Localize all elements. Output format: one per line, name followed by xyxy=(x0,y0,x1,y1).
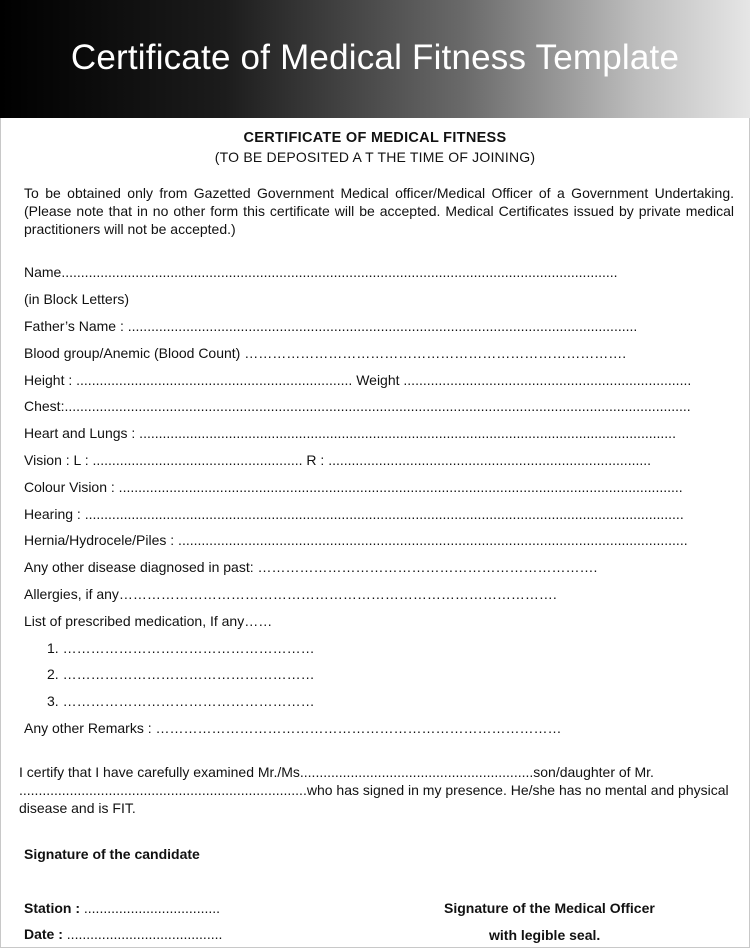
date-text: Date : xyxy=(24,926,63,942)
remarks-field: Any other Remarks : …………………………………………………………………………… xyxy=(24,720,562,736)
document-title: CERTIFICATE OF MEDICAL FITNESS xyxy=(243,130,507,146)
height-weight-field: Height : ....................................................................... Weight .......................................................................... xyxy=(24,372,692,388)
vision-field: Vision : L : ...................................................... R : ................................................................................... xyxy=(24,452,652,468)
banner-title: Certificate of Medical Fitness Template xyxy=(70,38,680,77)
hearing-field: Hearing : .......................................................................................................................................................... xyxy=(24,506,684,522)
chest-field: Chest:................................................................................................................................................................. xyxy=(24,398,691,414)
blood-group-field: Blood group/Anemic (Blood Count) ………………………………………………………………………. xyxy=(24,345,627,361)
other-disease-field: Any other disease diagnosed in past: ………………………………………………………………. xyxy=(24,559,598,575)
hernia-field: Hernia/Hydrocele/Piles : ................................................................................................................................... xyxy=(24,532,688,548)
allergies-field: Allergies, if any…………………………………………………………………………………. xyxy=(24,586,557,602)
certificate-document xyxy=(0,118,750,948)
document-subtitle: (TO BE DEPOSITED A T THE TIME OF JOINING) xyxy=(214,149,536,165)
medication-item-3: 3. ……………………………………………… xyxy=(47,693,315,709)
colour-vision-field: Colour Vision : ................................................................................................................................................. xyxy=(24,479,683,495)
certification-statement: I certify that I have carefully examined Mr./Ms............................................................son/daughter of Mr. ..........................................................................who has signed in my presence. He/she has no mental and physical disease and is FIT. xyxy=(19,764,729,816)
medication-item-1: 1. ……………………………………………… xyxy=(47,640,315,656)
fathers-name-field: Father’s Name : ................................................................................................................................... xyxy=(24,318,638,334)
heart-lungs-field: Heart and Lungs : .......................................................................................................................................... xyxy=(24,425,676,441)
block-letters-note: (in Block Letters) xyxy=(24,291,130,307)
legible-seal-label: with legible seal. xyxy=(489,927,601,943)
medical-officer-signature-label: Signature of the Medical Officer xyxy=(444,900,655,916)
medication-heading: List of prescribed medication, If any…… xyxy=(24,613,273,629)
candidate-signature-label: Signature of the candidate xyxy=(24,846,200,862)
header-banner xyxy=(0,0,750,118)
date-field: Date : ........................................ xyxy=(24,926,223,942)
medication-item-2: 2. ……………………………………………… xyxy=(47,666,315,682)
station-field: Station : ................................... xyxy=(24,900,221,916)
station-text: Station : xyxy=(24,900,80,916)
name-field: Name............................................................................................................................................... xyxy=(24,264,618,280)
intro-paragraph: To be obtained only from Gazetted Government Medical officer/Medical Officer of a Government Undertaking. (Please note that in no other form this certificate will be accepted. Medical Certificates issued by private medical practitioners will not be accepted.) xyxy=(24,185,734,237)
